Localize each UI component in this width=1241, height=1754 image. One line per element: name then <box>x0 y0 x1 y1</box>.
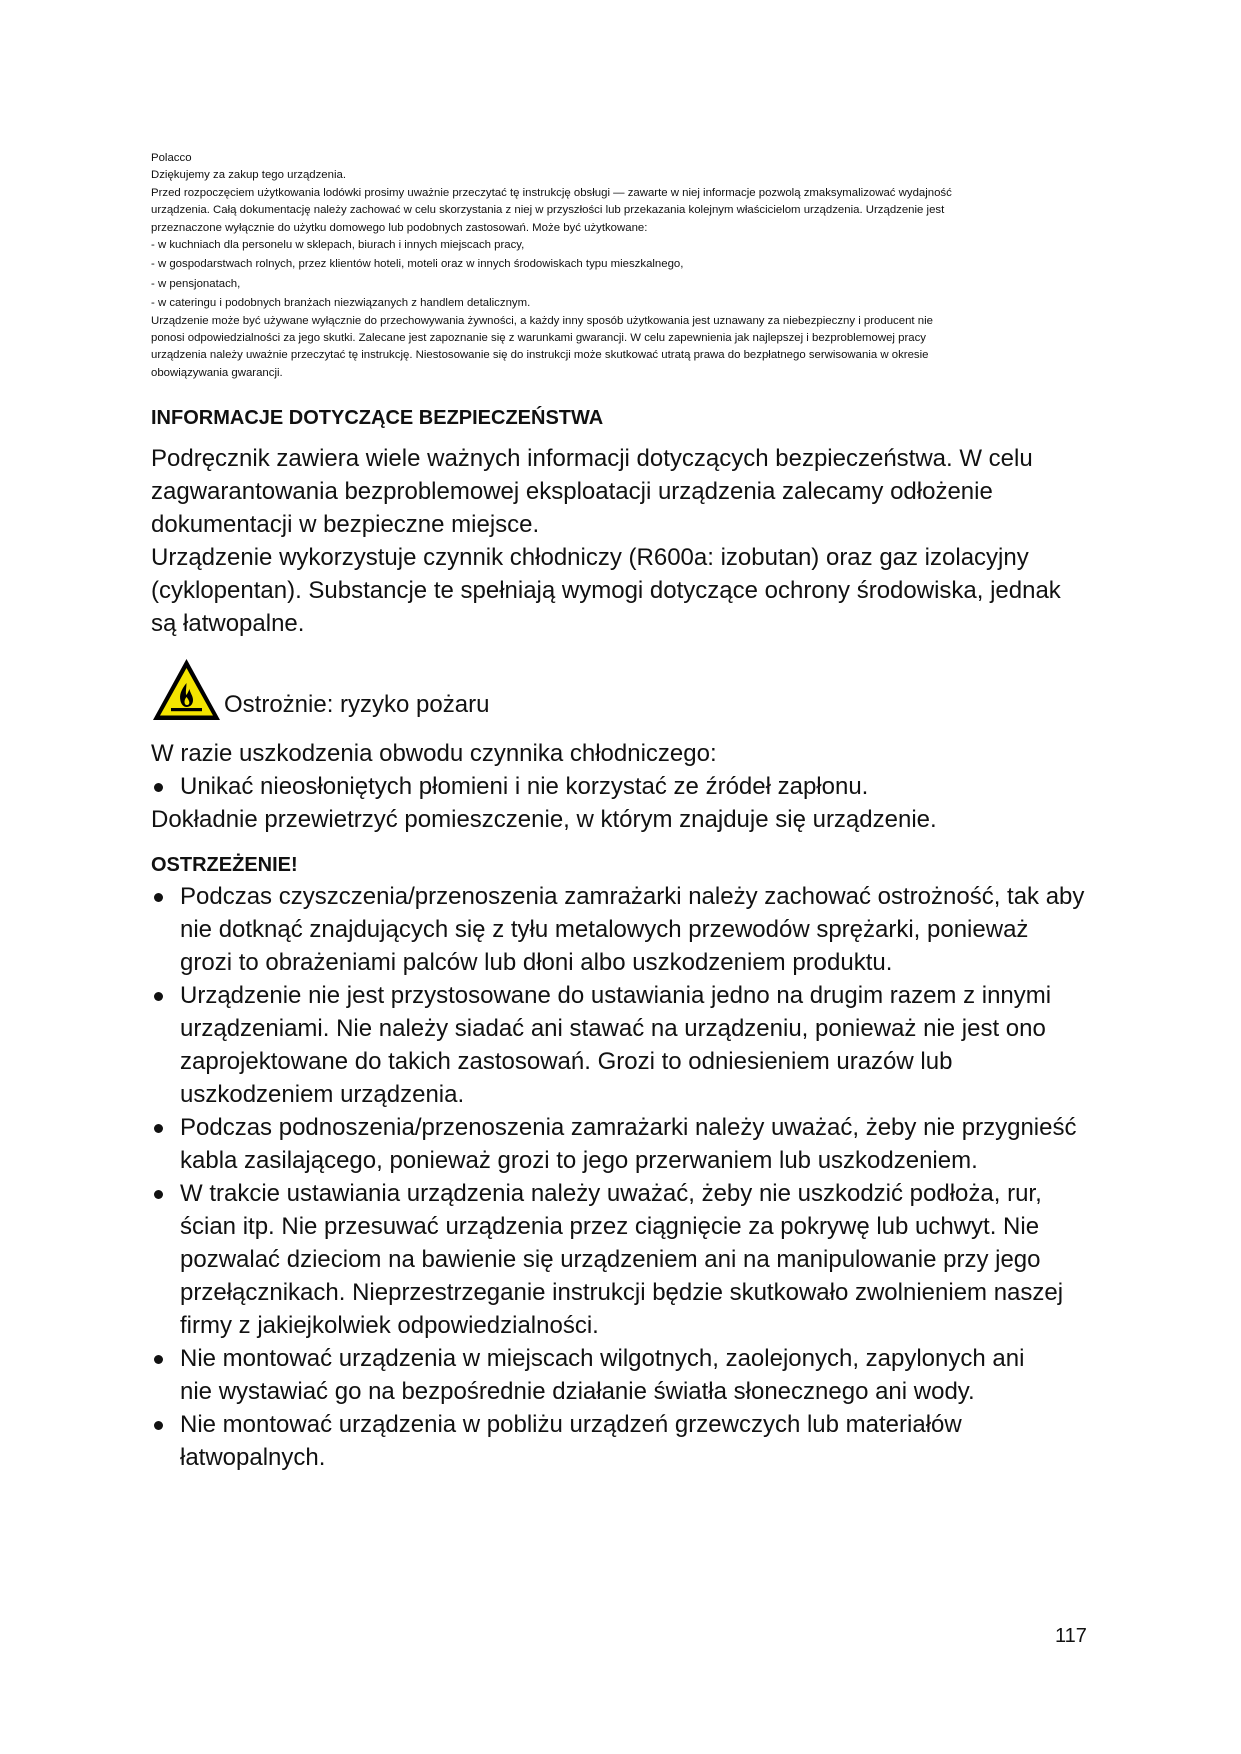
intro-lines <box>151 167 1091 382</box>
intro-line: Dziękujemy za zakup tego urządzenia. <box>151 169 347 182</box>
safety-line: dokumentacji w bezpieczne miejsce. <box>151 511 540 539</box>
warning-line: ścian itp. Nie przesuwać urządzenia przez ciągnięcie za pokrywę lub uchwyt. Nie <box>180 1213 1040 1241</box>
intro-line: przeznaczone wyłącznie do użytku domowego lub podobnych zastosowań. Może być użytkowane: <box>151 221 648 234</box>
warning-line: W trakcie ustawiania urządzenia należy uważać, żeby nie uszkodzić podłoża, rur, <box>180 1180 1042 1208</box>
safety-info <box>151 442 1091 640</box>
fire-caution <box>151 657 1091 723</box>
safety-line: zagwarantowania bezproblemowej eksploatacji urządzenia zalecamy odłożenie <box>151 478 993 506</box>
warning-line: Urządzenie nie jest przystosowane do ustawiania jedno na drugim razem z innymi <box>180 982 1052 1010</box>
intro-line: obowiązywania gwarancji. <box>151 366 283 379</box>
warning-line: kabla zasilającego, ponieważ grozi to jego przerwaniem lub uszkodzeniem. <box>180 1147 978 1175</box>
intro-line: Urządzenie może być używane wyłącznie do przechowywania żywności, a każdy inny sposób użytkowania jest uznawany za niebezpieczny i producent nie <box>151 314 933 327</box>
flammable-warning-icon <box>151 657 222 723</box>
warning-list <box>151 880 1091 1474</box>
brand-name: Polacco <box>151 152 192 164</box>
safety-heading: INFORMACJE DOTYCZĄCE BEZPIECZEŃSTWA <box>151 407 604 430</box>
warning-line: Nie montować urządzenia w miejscach wilgotnych, zaolejonych, zapylonych ani <box>180 1345 1025 1373</box>
warning-line: nie wystawiać go na bezpośrednie działanie światła słonecznego ani wody. <box>180 1378 975 1406</box>
warning-line: firmy z jakiejkolwiek odpowiedzialności. <box>180 1312 599 1340</box>
warning-line: Podczas podnoszenia/przenoszenia zamrażarki należy uważać, żeby nie przygnieść <box>180 1114 1077 1142</box>
warning-line: pozwalać dzieciom na bawienie się urządzeniem ani na manipulowanie przy jego <box>180 1246 1041 1274</box>
intro-line: - w cateringu i podobnych branżach niezwiązanych z handlem detalicznym. <box>151 297 531 310</box>
warning-line: zaprojektowane do takich zastosowań. Grozi to odniesieniem urazów lub <box>180 1048 953 1076</box>
list-item: Unikać nieosłoniętych płomieni i nie korzystać ze źródeł zapłonu. <box>151 770 1091 803</box>
damage-intro: W razie uszkodzenia obwodu czynnika chłodniczego: <box>151 740 717 768</box>
intro-line: Przed rozpoczęciem użytkowania lodówki prosimy uważnie przeczytać tę instrukcję obsługi — zawarte w niej informacje pozwolą zmaksymalizować wydajność <box>151 186 952 199</box>
warning-line: przełącznikach. Nieprzestrzeganie instrukcji będzie skutkowało zwolnieniem naszej <box>180 1279 1064 1307</box>
ventilate-text: Dokładnie przewietrzyć pomieszczenie, w którym znajduje się urządzenie. <box>151 806 937 834</box>
page-number: 117 <box>1055 1625 1087 1647</box>
intro-section <box>151 150 1091 382</box>
list-item <box>151 1408 1091 1474</box>
refrigerant-line: (cyklopentan). Substancje te spełniają wymogi dotyczące ochrony środowiska, jednak <box>151 577 1061 605</box>
damage-section <box>151 737 1091 836</box>
list-item <box>151 1342 1091 1408</box>
manual-page <box>151 150 1091 1474</box>
list-item <box>151 1177 1091 1342</box>
safety-line: Podręcznik zawiera wiele ważnych informacji dotyczących bezpieczeństwa. W celu <box>151 445 1033 473</box>
warning-line: uszkodzeniem urządzenia. <box>180 1081 465 1109</box>
warning-line: grozi to obrażeniami palców lub dłoni albo uszkodzeniem produktu. <box>180 949 893 977</box>
refrigerant-line: są łatwopalne. <box>151 610 305 638</box>
warning-line: łatwopalnych. <box>180 1444 326 1472</box>
intro-line: - w gospodarstwach rolnych, przez klientów hoteli, moteli oraz w innych środowiskach typu mieszkalnego, <box>151 258 684 271</box>
intro-line: - w kuchniach dla personelu w sklepach, biurach i innych miejscach pracy, <box>151 239 525 252</box>
intro-line: - w pensjonatach, <box>151 277 241 290</box>
caution-text: Ostrożnie: ryzyko pożaru <box>224 691 490 719</box>
intro-line: urządzenia należy uważnie przeczytać tę instrukcję. Niestosowanie się do instrukcji może skutkować utratą prawa do bezpłatnego serwisowania w okresie <box>151 349 929 362</box>
list-item <box>151 979 1091 1111</box>
warning-heading: OSTRZEŻENIE! <box>151 854 298 877</box>
intro-line: urządzenia. Całą dokumentację należy zachować w celu skorzystania z niej w przyszłości lub przekazania kolejnym właścicielom urządzenia. Urządzenie jest <box>151 204 945 217</box>
refrigerant-line: Urządzenie wykorzystuje czynnik chłodniczy (R600a: izobutan) oraz gaz izolacyjny <box>151 544 1029 572</box>
list-item <box>151 880 1091 979</box>
warning-line: Nie montować urządzenia w pobliżu urządzeń grzewczych lub materiałów <box>180 1411 962 1439</box>
list-item <box>151 1111 1091 1177</box>
warning-line: nie dotknąć znajdujących się z tyłu metalowych przewodów sprężarki, ponieważ <box>180 916 1029 944</box>
intro-line: ponosi odpowiedzialności za jego skutki. Zalecane jest zapoznanie się z warunkami gwarancji. W celu zapewnienia jak najlepszej i bezproblemowej pracy <box>151 332 926 345</box>
warning-line: Podczas czyszczenia/przenoszenia zamrażarki należy zachować ostrożność, tak aby <box>180 883 1085 911</box>
warning-line: urządzeniami. Nie należy siadać ani stawać na urządzeniu, ponieważ nie jest ono <box>180 1015 1046 1043</box>
damage-list <box>151 770 1091 803</box>
